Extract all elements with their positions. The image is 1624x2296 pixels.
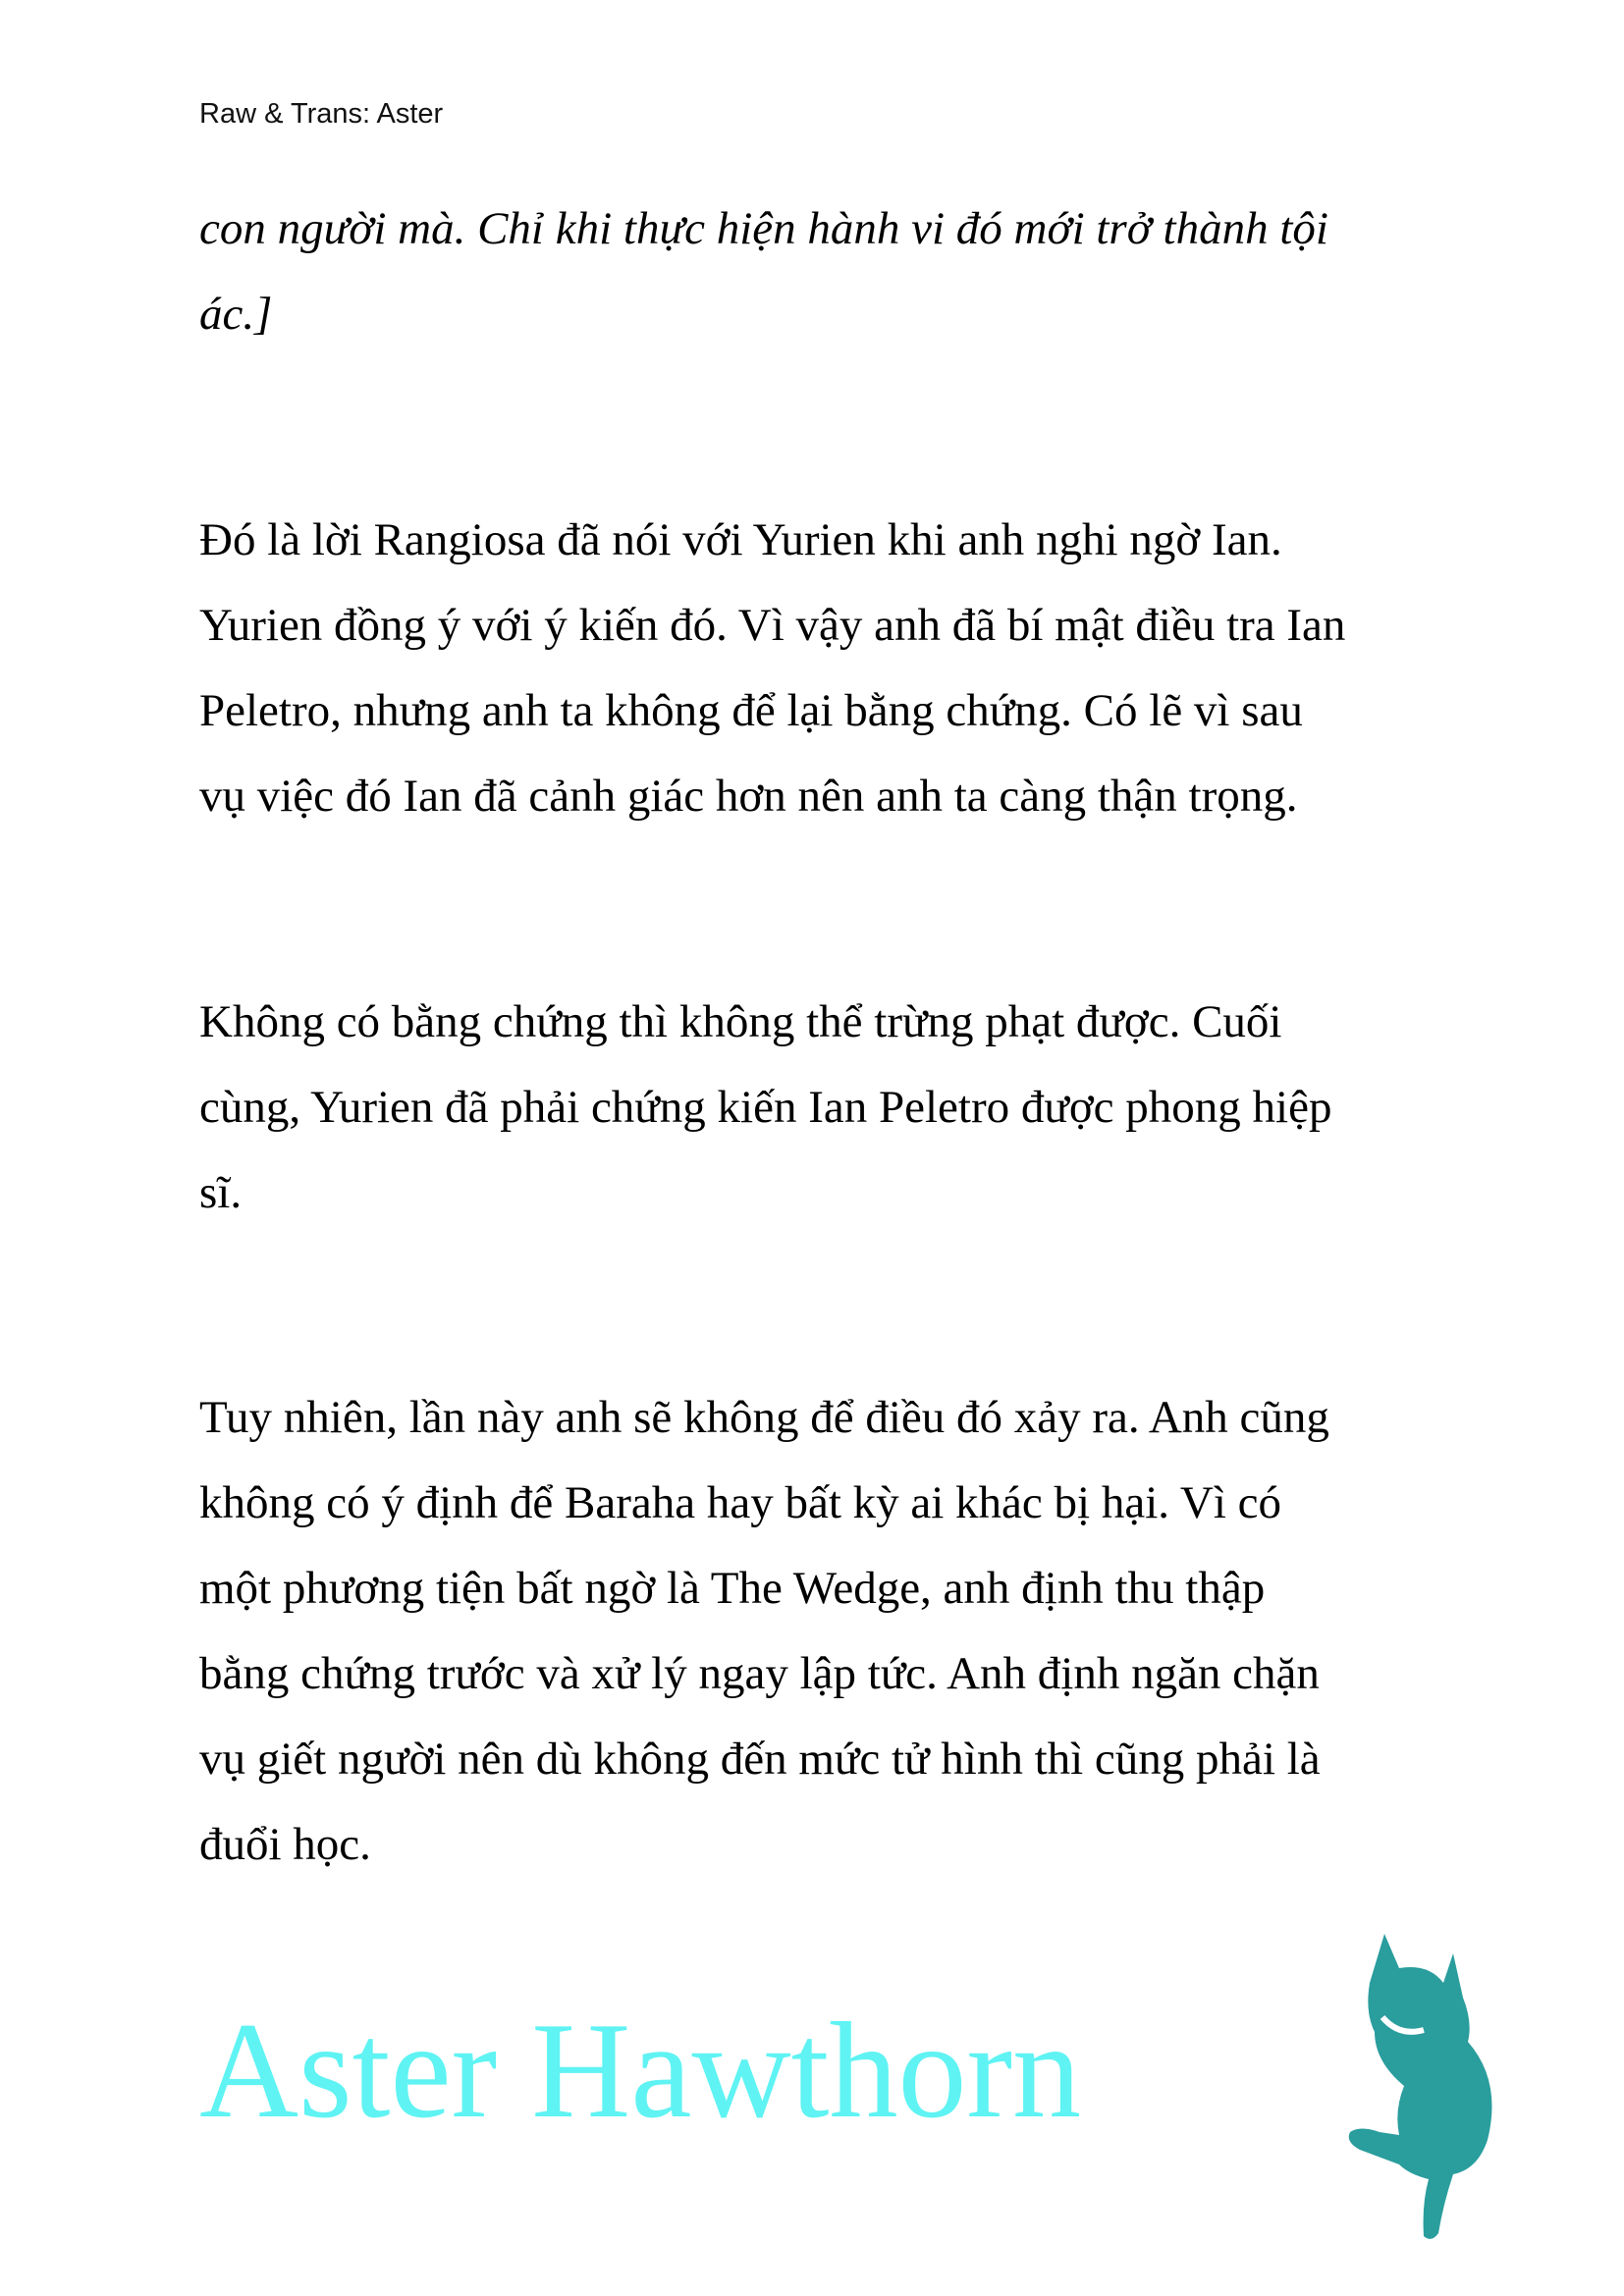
text-line: đuổi học. [199, 1819, 371, 1870]
page-header: Raw & Trans: Aster [199, 98, 444, 130]
watermark-text: Aster Hawthorn [199, 1995, 1082, 2147]
text-line: Peletro, nhưng anh ta không để lại bằng chứng. Có lẽ vì sau [199, 685, 1303, 736]
paragraph-2 [199, 498, 1345, 839]
text-line: không có ý định để Baraha hay bất kỳ ai khác bị hại. Vì có [199, 1477, 1282, 1528]
text-line: sĩ. [199, 1167, 243, 1218]
text-line: Tuy nhiên, lần này anh sẽ không để điều đó xảy ra. Anh cũng [199, 1392, 1329, 1443]
paragraph-3 [199, 980, 1331, 1236]
text-line: Không có bằng chứng thì không thể trừng phạt được. Cuối [199, 996, 1282, 1047]
cat-watermark-icon [1306, 1924, 1502, 2248]
text-line: con người mà. Chỉ khi thực hiện hành vi đó mới trở thành tội [199, 203, 1328, 254]
text-line: Đó là lời Rangiosa đã nói với Yurien khi anh nghi ngờ Ian. [199, 514, 1282, 565]
text-line: Yurien đồng ý với ý kiến đó. Vì vậy anh đã bí mật điều tra Ian [199, 600, 1346, 651]
text-line: bằng chứng trước và xử lý ngay lập tức. Anh định ngăn chặn [199, 1648, 1320, 1699]
text-line: vụ giết người nên dù không đến mức tử hình thì cũng phải là [199, 1734, 1321, 1785]
paragraph-1 [199, 187, 1328, 357]
text-line: cùng, Yurien đã phải chứng kiến Ian Peletro được phong hiệp [199, 1082, 1332, 1133]
text-line: vụ việc đó Ian đã cảnh giác hơn nên anh ta càng thận trọng. [199, 771, 1298, 822]
paragraph-4 [199, 1375, 1329, 1888]
text-line: một phương tiện bất ngờ là The Wedge, anh định thu thập [199, 1563, 1266, 1614]
text-line: ác.] [199, 289, 273, 340]
